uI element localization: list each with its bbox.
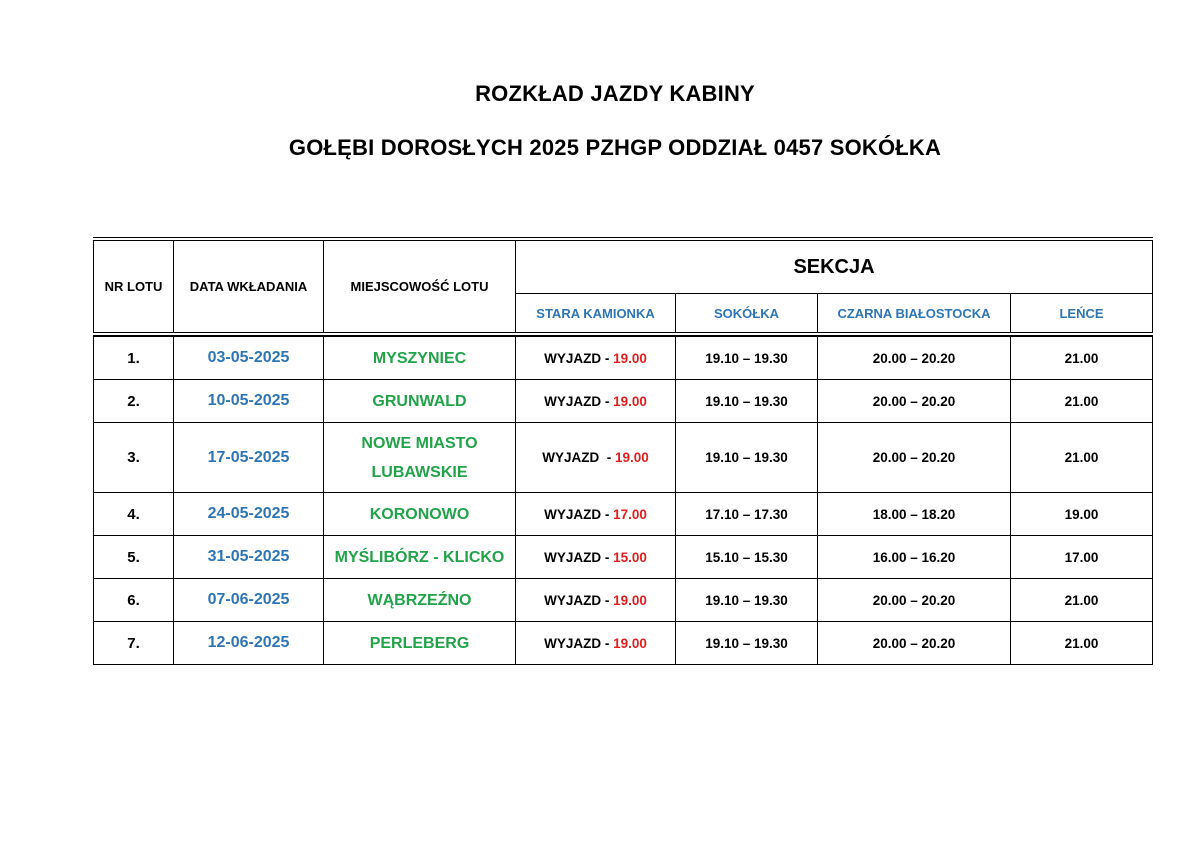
header-nr-lotu: NR LOTU — [94, 239, 174, 334]
departure-label: WYJAZD - — [544, 549, 614, 565]
page-subtitle: GOŁĘBI DOROSŁYCH 2025 PZHGP ODDZIAŁ 0457 SOKÓŁKA — [288, 135, 942, 160]
departure-time: 15.00 — [613, 549, 647, 565]
table-row — [94, 380, 1153, 423]
departure-time: 19.00 — [613, 393, 647, 409]
departure-time: 17.00 — [613, 506, 647, 522]
header-data-wkladania: DATA WKŁADANIA — [174, 239, 324, 334]
cell-lence: 21.00 — [1011, 622, 1153, 665]
cell-date: 07-06-2025 — [174, 579, 324, 622]
cell-czarna-bialostocka: 20.00 – 20.20 — [818, 622, 1011, 665]
table-row — [94, 337, 1153, 380]
table-row — [94, 423, 1153, 493]
cell-czarna-bialostocka: 20.00 – 20.20 — [818, 380, 1011, 423]
header-sekcja: SEKCJA — [516, 239, 1153, 294]
cell-stara-kamionka — [516, 579, 676, 622]
cell-czarna-bialostocka: 18.00 – 18.20 — [818, 493, 1011, 536]
departure-time: 19.00 — [613, 635, 647, 651]
cell-place: GRUNWALD — [324, 380, 516, 423]
departure-label: WYJAZD - — [544, 350, 614, 366]
cell-nr: 7. — [94, 622, 174, 665]
cell-place: KORONOWO — [324, 493, 516, 536]
cell-date: 12-06-2025 — [174, 622, 324, 665]
cell-place: MYSZYNIEC — [324, 337, 516, 380]
departure-label: WYJAZD - — [544, 506, 614, 522]
departure-label: WYJAZD - — [542, 450, 615, 465]
cell-lence: 21.00 — [1011, 579, 1153, 622]
cell-sokolka: 15.10 – 15.30 — [676, 536, 818, 579]
table-row — [94, 579, 1153, 622]
cell-sokolka: 19.10 – 19.30 — [676, 579, 818, 622]
cell-stara-kamionka — [516, 493, 676, 536]
cell-nr: 3. — [94, 423, 174, 493]
header-section-czarna-bialostocka: CZARNA BIAŁOSTOCKA — [818, 294, 1011, 335]
cell-place: WĄBRZEŹNO — [324, 579, 516, 622]
departure-label: WYJAZD - — [544, 635, 614, 651]
cell-stara-kamionka — [516, 423, 676, 493]
cell-lence: 21.00 — [1011, 423, 1153, 493]
table-row — [94, 493, 1153, 536]
cell-czarna-bialostocka: 20.00 – 20.20 — [818, 579, 1011, 622]
schedule-table — [93, 237, 1153, 665]
table-row — [94, 536, 1153, 579]
header-miejscowosc-lotu: MIEJSCOWOŚĆ LOTU — [324, 239, 516, 334]
header-section-sokolka: SOKÓŁKA — [676, 294, 818, 335]
header-section-stara-kamionka: STARA KAMIONKA — [516, 294, 676, 335]
departure-time: 19.00 — [613, 350, 647, 366]
cell-place: NOWE MIASTO LUBAWSKIE — [324, 423, 516, 493]
cell-date: 24-05-2025 — [174, 493, 324, 536]
cell-czarna-bialostocka: 20.00 – 20.20 — [818, 337, 1011, 380]
cell-stara-kamionka — [516, 380, 676, 423]
cell-czarna-bialostocka: 20.00 – 20.20 — [818, 423, 1011, 493]
cell-date: 17-05-2025 — [174, 423, 324, 493]
cell-lence: 21.00 — [1011, 380, 1153, 423]
cell-sokolka: 19.10 – 19.30 — [676, 423, 818, 493]
cell-nr: 2. — [94, 380, 174, 423]
cell-nr: 1. — [94, 337, 174, 380]
header-section-lence: LEŃCE — [1011, 294, 1153, 335]
table-row — [94, 622, 1153, 665]
header-row — [94, 239, 1153, 294]
cell-sokolka: 17.10 – 17.30 — [676, 493, 818, 536]
cell-date: 03-05-2025 — [174, 337, 324, 380]
page-title: ROZKŁAD JAZDY KABINY — [475, 81, 755, 106]
cell-date: 10-05-2025 — [174, 380, 324, 423]
cell-sokolka: 19.10 – 19.30 — [676, 622, 818, 665]
cell-lence: 19.00 — [1011, 493, 1153, 536]
cell-stara-kamionka — [516, 536, 676, 579]
departure-label: WYJAZD - — [544, 592, 614, 608]
cell-stara-kamionka — [516, 622, 676, 665]
cell-czarna-bialostocka: 16.00 – 16.20 — [818, 536, 1011, 579]
cell-date: 31-05-2025 — [174, 536, 324, 579]
cell-sokolka: 19.10 – 19.30 — [676, 380, 818, 423]
cell-place: PERLEBERG — [324, 622, 516, 665]
departure-time: 19.00 — [613, 592, 647, 608]
cell-lence: 21.00 — [1011, 337, 1153, 380]
cell-nr: 6. — [94, 579, 174, 622]
cell-sokolka: 19.10 – 19.30 — [676, 337, 818, 380]
departure-time: 19.00 — [614, 450, 649, 465]
cell-nr: 5. — [94, 536, 174, 579]
cell-lence: 17.00 — [1011, 536, 1153, 579]
cell-stara-kamionka — [516, 337, 676, 380]
cell-place: MYŚLIBÓRZ - KLICKO — [324, 536, 516, 579]
departure-label: WYJAZD - — [544, 393, 614, 409]
cell-nr: 4. — [94, 493, 174, 536]
